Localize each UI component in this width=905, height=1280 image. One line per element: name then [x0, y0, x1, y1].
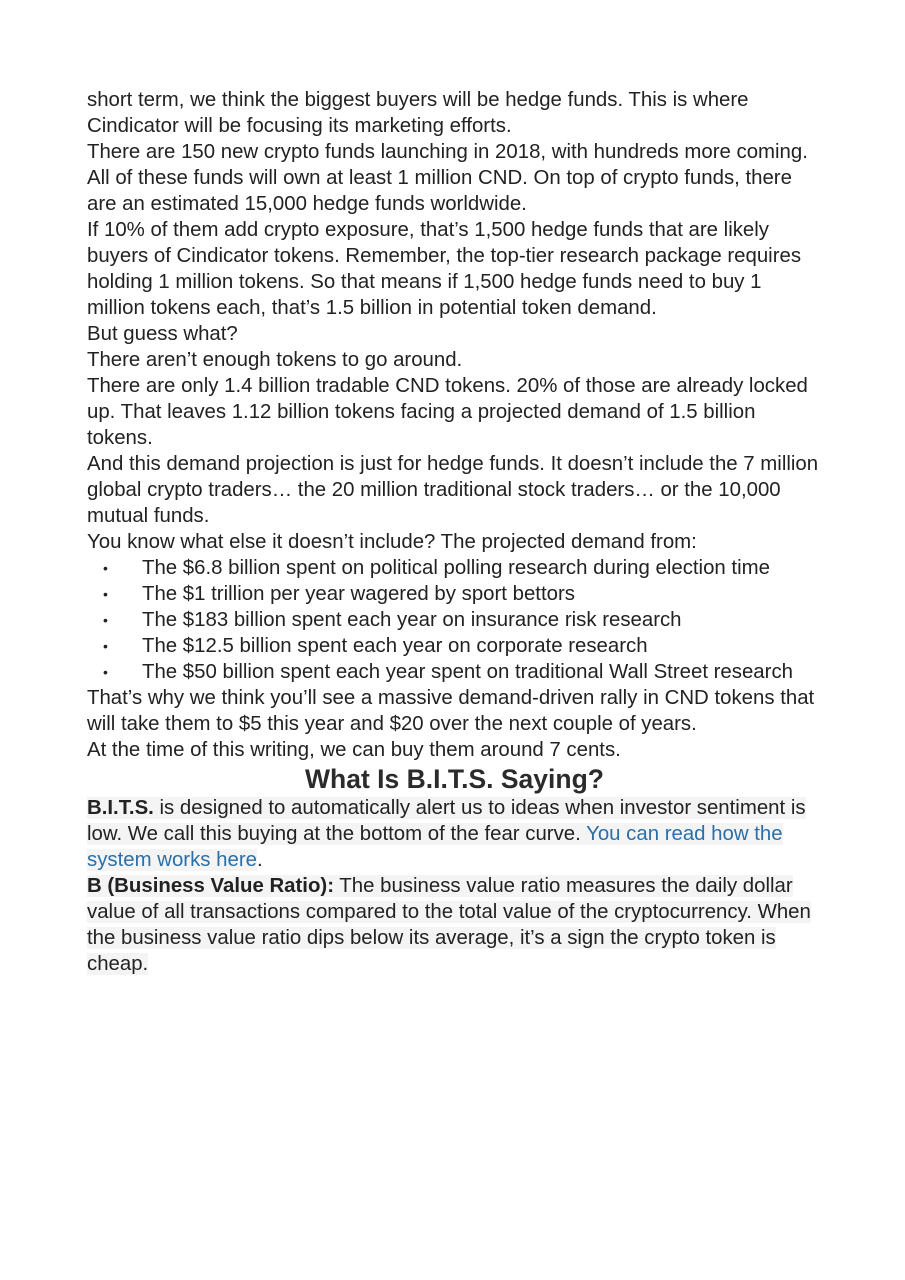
demand-list: [87, 555, 822, 685]
paragraph-demand-projection: And this demand projection is just for hedge funds. It doesn’t include the 7 million global crypto traders… the 20 million traditional stock traders… or the 10,000 mutual funds.: [87, 453, 819, 527]
paragraph-business-value-ratio: [87, 873, 822, 977]
bits-period: .: [256, 849, 263, 871]
paragraph-hedge-funds-buyers: short term, we think the biggest buyers will be hedge funds. This is where Cindicator will be focusing its marketing efforts.: [87, 89, 749, 137]
list-item-text: The $1 trillion per year wagered by sport bettors: [142, 583, 575, 605]
paragraph-current-price: At the time of this writing, we can buy them around 7 cents.: [87, 739, 621, 761]
bullet-icon: •: [103, 586, 108, 602]
bits-label: B.I.T.S.: [87, 797, 154, 819]
business-value-description: The business value ratio measures the daily dollar value of all transactions compared to the total value of the cryptocurrency. When the business value ratio dips below its average, it’s a sign the crypto token is cheap.: [87, 875, 811, 975]
paragraph-what-else: You know what else it doesn’t include? The projected demand from:: [87, 531, 697, 553]
list-item: [87, 581, 822, 607]
list-item: [87, 555, 822, 581]
list-item: [87, 607, 822, 633]
bullet-icon: •: [103, 638, 108, 654]
document-page: [87, 87, 822, 977]
section-heading: What Is B.I.T.S. Saying?: [305, 764, 604, 794]
list-item: [87, 659, 822, 685]
list-item-text: The $6.8 billion spent on political polling research during election time: [142, 557, 770, 579]
list-item-text: The $12.5 billion spent each year on corporate research: [142, 635, 648, 657]
bullet-icon: •: [103, 664, 108, 680]
system-explanation-link[interactable]: You can read how the system works here: [87, 823, 783, 871]
paragraph-rally-prediction: That’s why we think you’ll see a massive demand-driven rally in CND tokens that will take them to $5 this year and $20 over the next couple of years.: [87, 687, 815, 735]
paragraph-tradable-supply: There are only 1.4 billion tradable CND tokens. 20% of those are already locked up. That leaves 1.12 billion tokens facing a projected demand of 1.5 billion tokens.: [87, 375, 808, 449]
list-item: [87, 633, 822, 659]
bullet-icon: •: [103, 560, 108, 576]
paragraph-crypto-exposure: If 10% of them add crypto exposure, that’s 1,500 hedge funds that are likely buyers of Cindicator tokens. Remember, the top-tier research package requires holding 1 million tokens. So that means if 1,500 hedge funds need to buy 1 million tokens each, that’s 1.5 billion in potential token demand.: [87, 219, 802, 319]
paragraph-not-enough-tokens: There aren’t enough tokens to go around.: [87, 349, 463, 371]
list-item-text: The $50 billion spent each year spent on traditional Wall Street research: [142, 661, 793, 683]
bits-description: is designed to automatically alert us to ideas when investor sentiment is low. We call this buying at the bottom of the fear curve.: [87, 797, 806, 845]
paragraph-guess-what: But guess what?: [87, 323, 238, 345]
business-value-label: B (Business Value Ratio):: [87, 875, 335, 897]
paragraph-new-crypto-funds: There are 150 new crypto funds launching in 2018, with hundreds more coming. All of these funds will own at least 1 million CND. On top of crypto funds, there are an estimated 15,000 hedge funds worldwide.: [87, 141, 808, 215]
bullet-icon: •: [103, 612, 108, 628]
list-item-text: The $183 billion spent each year on insurance risk research: [142, 609, 682, 631]
paragraph-bits-intro: [87, 795, 822, 873]
